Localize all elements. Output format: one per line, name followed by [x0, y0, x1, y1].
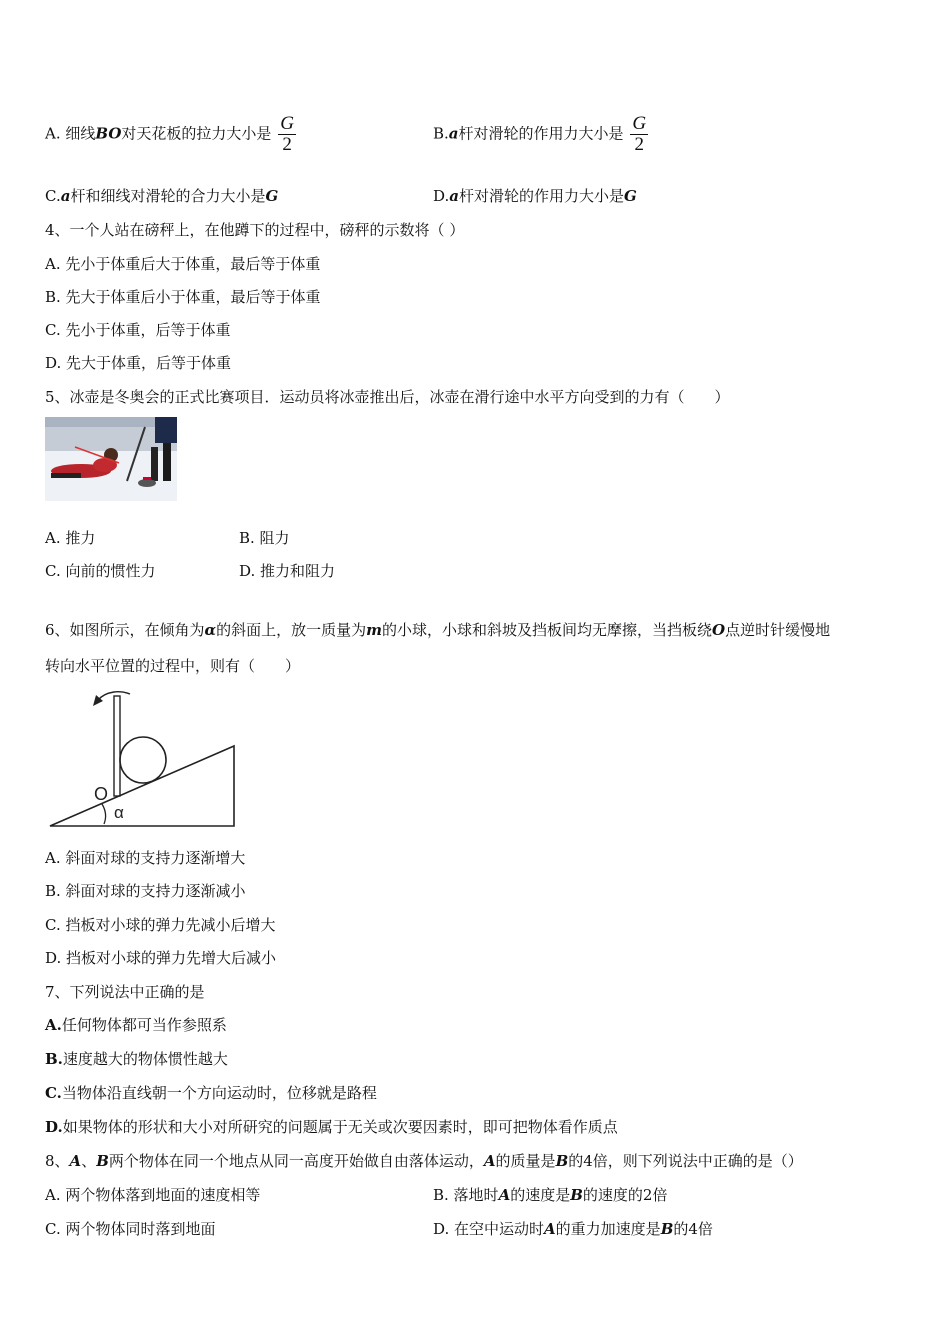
- q5-option-d: D. 推力和阻力: [239, 562, 336, 580]
- baffle-plate: [114, 696, 120, 796]
- q3-option-d: D.a杆对滑轮的作用力大小是G: [433, 187, 637, 205]
- q6-stem-line1: 6、如图所示，在倾角为α的斜面上，放一质量为m的小球，小球和斜坡及挡板间均无摩擦，当挡板绕O点逆时针缓慢地: [45, 621, 831, 639]
- q7-option-a: A.任何物体都可当作参照系: [45, 1016, 227, 1034]
- q4-option-d: D. 先大于体重，后等于体重: [45, 354, 232, 372]
- q6-option-d: D. 挡板对小球的弹力先增大后减小: [45, 949, 277, 967]
- q5-option-c: C. 向前的惯性力: [45, 562, 156, 580]
- ball: [120, 737, 166, 783]
- incline-diagram: [44, 688, 244, 833]
- fraction-g-over-2: $\frac{G}{2}$: [632, 113, 647, 155]
- q8-option-a: A. 两个物体落到地面的速度相等: [45, 1186, 261, 1204]
- q7-option-d: D.如果物体的形状和大小对所研究的问题属于无关或次要因素时，即可把物体看作质点: [45, 1118, 618, 1136]
- pivot-label-o: O: [94, 784, 109, 804]
- q8-stem: 8、A、B两个物体在同一个地点从同一高度开始做自由落体运动，A的质量是B的4倍，则下列说法中正确的是（）: [45, 1152, 803, 1170]
- curling-photo: [45, 417, 177, 501]
- q4-option-c: C. 先小于体重，后等于体重: [45, 321, 231, 339]
- q3-option-a: A. 细线BO对天花板的拉力大小是 $\frac{G}{2}$: [45, 113, 294, 155]
- q8-option-b: B. 落地时A的速度是B的速度的2倍: [433, 1186, 668, 1204]
- fraction-g-over-2: $\frac{G}{2}$: [280, 113, 294, 155]
- q6-option-c: C. 挡板对小球的弹力先减小后增大: [45, 916, 276, 934]
- curling-photo-illustration: [45, 417, 177, 501]
- q7-option-b: B.速度越大的物体惯性越大: [45, 1050, 228, 1068]
- q4-option-a: A. 先小于体重后大于体重，最后等于体重: [45, 255, 321, 273]
- q8-option-c: C. 两个物体同时落到地面: [45, 1220, 216, 1238]
- q7-stem: 7、下列说法中正确的是: [45, 983, 205, 1001]
- q5-option-a: A. 推力: [45, 529, 96, 547]
- angle-arc: [102, 804, 106, 824]
- q6-option-a: A. 斜面对球的支持力逐渐增大: [45, 849, 246, 867]
- q6-stem-line2: 转向水平位置的过程中，则有（ ）: [45, 657, 301, 675]
- incline-triangle: [50, 746, 234, 826]
- q3-option-b: B.a杆对滑轮的作用力大小是 $\frac{G}{2}$: [433, 113, 647, 155]
- q4-option-b: B. 先大于体重后小于体重，最后等于体重: [45, 288, 321, 306]
- q5-option-b: B. 阻力: [239, 529, 290, 547]
- q7-option-c: C.当物体沿直线朝一个方向运动时，位移就是路程: [45, 1084, 377, 1102]
- angle-label-alpha: α: [114, 803, 124, 822]
- q4-stem: 4、一个人站在磅秤上，在他蹲下的过程中，磅秤的示数将（ ）: [45, 221, 465, 239]
- q3-option-c: C.a杆和细线对滑轮的合力大小是G: [45, 187, 279, 205]
- q6-option-b: B. 斜面对球的支持力逐渐减小: [45, 882, 246, 900]
- q5-stem: 5、冰壶是冬奥会的正式比赛项目．运动员将冰壶推出后，冰壶在滑行途中水平方向受到的力有（ ）: [45, 388, 730, 406]
- q8-option-d: D. 在空中运动时A的重力加速度是B的4倍: [433, 1220, 713, 1238]
